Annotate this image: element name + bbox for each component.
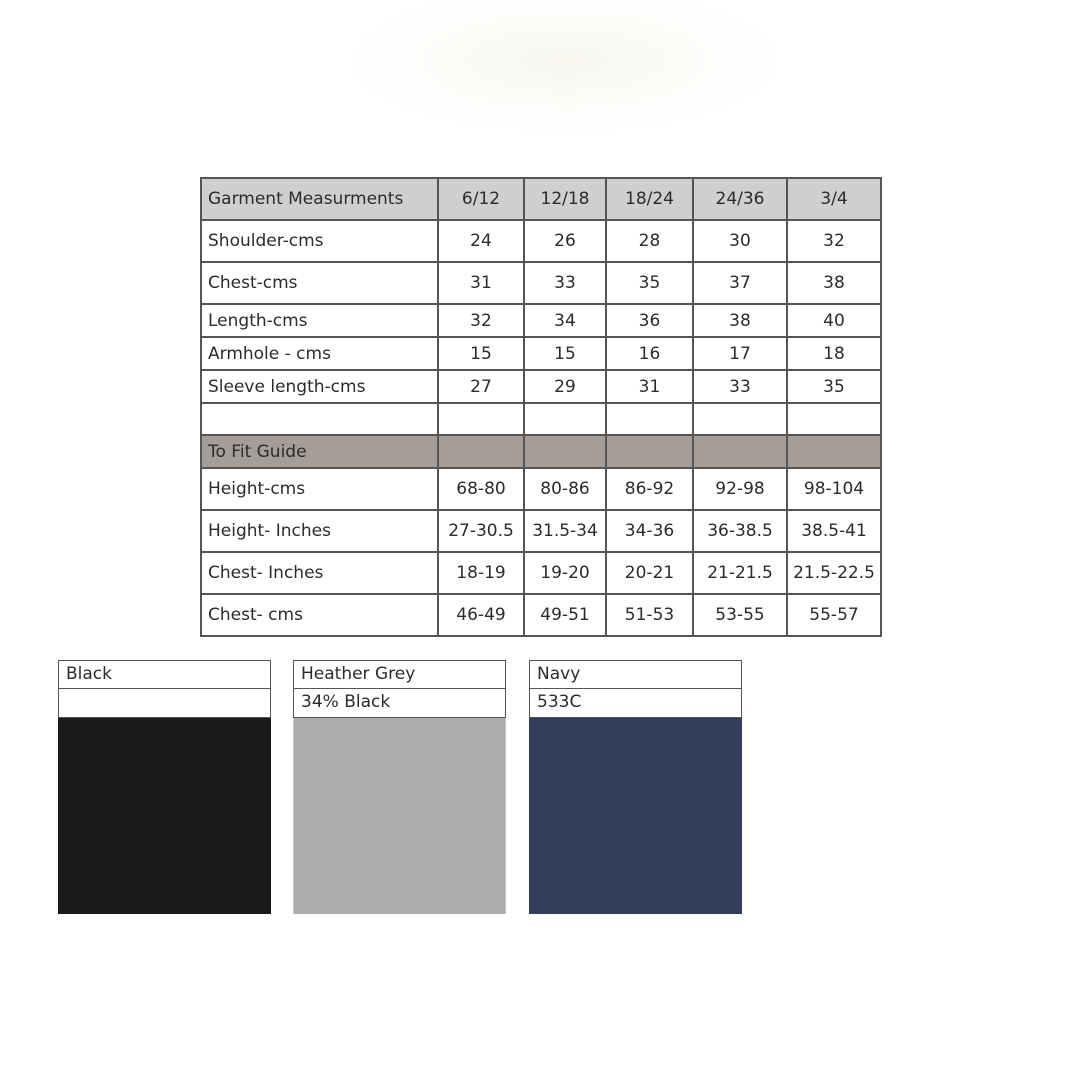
row-label: Chest- Inches	[201, 552, 438, 594]
row-label: Sleeve length-cms	[201, 370, 438, 403]
table-row	[201, 262, 881, 304]
table-cell: 26	[524, 220, 606, 262]
fit-guide-title: To Fit Guide	[201, 435, 438, 468]
table-cell: 32	[787, 220, 881, 262]
table-cell: 55-57	[787, 594, 881, 636]
table-row	[201, 337, 881, 370]
swatch-name: Heather Grey	[293, 660, 506, 689]
row-label: Height-cms	[201, 468, 438, 510]
table-cell: 98-104	[787, 468, 881, 510]
table-row	[201, 304, 881, 337]
row-label: Chest-cms	[201, 262, 438, 304]
table-cell	[606, 403, 693, 435]
header-cell-size: 18/24	[606, 178, 693, 220]
table-cell: 31	[606, 370, 693, 403]
table-cell: 28	[606, 220, 693, 262]
swatch-code: 34% Black	[293, 689, 506, 718]
table-cell: 34-36	[606, 510, 693, 552]
size-chart-table	[200, 177, 882, 637]
header-cell-size: 12/18	[524, 178, 606, 220]
table-cell: 38.5-41	[787, 510, 881, 552]
table-cell: 33	[693, 370, 787, 403]
table-cell	[787, 435, 881, 468]
table-cell	[606, 435, 693, 468]
table-row	[201, 220, 881, 262]
table-cell: 24	[438, 220, 524, 262]
table-row	[201, 370, 881, 403]
table-cell: 19-20	[524, 552, 606, 594]
table-cell: 92-98	[693, 468, 787, 510]
table-cell	[787, 403, 881, 435]
color-swatch-black	[58, 660, 271, 914]
table-cell: 38	[787, 262, 881, 304]
table-cell	[438, 435, 524, 468]
swatch-name: Black	[58, 660, 271, 689]
table-cell	[201, 403, 438, 435]
table-row	[201, 552, 881, 594]
table-cell	[524, 435, 606, 468]
table-cell: 80-86	[524, 468, 606, 510]
table-row	[201, 510, 881, 552]
table-cell: 51-53	[606, 594, 693, 636]
swatch-color-chip	[529, 718, 742, 914]
table-row	[201, 594, 881, 636]
swatch-code: 533C	[529, 689, 742, 718]
table-cell: 33	[524, 262, 606, 304]
faint-logo-watermark	[345, 0, 785, 135]
table-cell	[524, 403, 606, 435]
table-cell: 36-38.5	[693, 510, 787, 552]
table-cell: 21-21.5	[693, 552, 787, 594]
table-cell: 31	[438, 262, 524, 304]
table-row	[201, 468, 881, 510]
row-label: Length-cms	[201, 304, 438, 337]
header-cell-measurements: Garment Measurments	[201, 178, 438, 220]
table-cell: 15	[438, 337, 524, 370]
table-header-row	[201, 178, 881, 220]
row-label: Chest- cms	[201, 594, 438, 636]
table-cell: 35	[787, 370, 881, 403]
swatch-color-chip	[293, 718, 506, 914]
header-cell-size: 3/4	[787, 178, 881, 220]
table-cell	[693, 403, 787, 435]
table-cell: 30	[693, 220, 787, 262]
table-cell: 18	[787, 337, 881, 370]
table-cell: 53-55	[693, 594, 787, 636]
table-cell: 15	[524, 337, 606, 370]
header-cell-size: 6/12	[438, 178, 524, 220]
color-swatch-heather-grey	[293, 660, 506, 914]
table-cell: 27	[438, 370, 524, 403]
swatch-color-chip	[58, 718, 271, 914]
table-cell: 17	[693, 337, 787, 370]
row-label: Height- Inches	[201, 510, 438, 552]
table-cell	[438, 403, 524, 435]
swatch-code	[58, 689, 271, 718]
fit-guide-header-row	[201, 435, 881, 468]
table-cell: 32	[438, 304, 524, 337]
table-cell: 49-51	[524, 594, 606, 636]
table-cell: 34	[524, 304, 606, 337]
table-cell: 46-49	[438, 594, 524, 636]
table-cell: 31.5-34	[524, 510, 606, 552]
table-cell: 18-19	[438, 552, 524, 594]
swatch-name: Navy	[529, 660, 742, 689]
table-cell: 27-30.5	[438, 510, 524, 552]
row-label: Shoulder-cms	[201, 220, 438, 262]
table-cell: 68-80	[438, 468, 524, 510]
table-cell: 16	[606, 337, 693, 370]
table-cell: 37	[693, 262, 787, 304]
table-cell: 29	[524, 370, 606, 403]
color-swatch-navy	[529, 660, 742, 914]
table-cell: 36	[606, 304, 693, 337]
table-cell: 86-92	[606, 468, 693, 510]
blank-row	[201, 403, 881, 435]
table-cell: 21.5-22.5	[787, 552, 881, 594]
table-cell: 40	[787, 304, 881, 337]
table-cell: 20-21	[606, 552, 693, 594]
header-cell-size: 24/36	[693, 178, 787, 220]
table-cell: 35	[606, 262, 693, 304]
table-cell	[693, 435, 787, 468]
table-cell: 38	[693, 304, 787, 337]
row-label: Armhole - cms	[201, 337, 438, 370]
